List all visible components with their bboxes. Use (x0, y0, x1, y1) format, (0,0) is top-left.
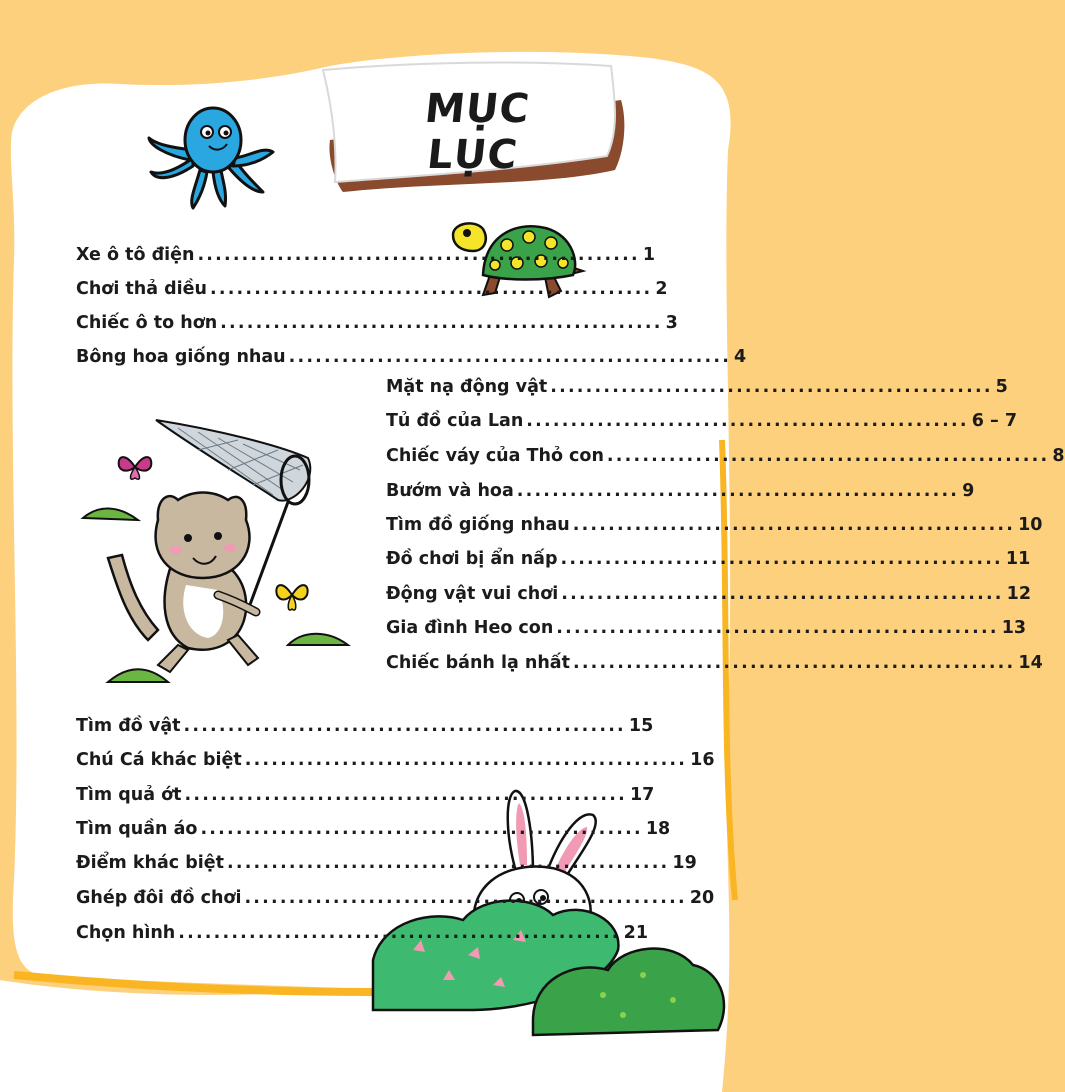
toc-entry[interactable] (76, 342, 747, 372)
toc-entry[interactable] (76, 814, 671, 844)
toc-entry-page: 11 (1005, 549, 1031, 569)
toc-entry-page: 14 (1018, 653, 1043, 673)
toc-entry[interactable] (386, 544, 1031, 574)
leader-dots: .................................................. (220, 313, 663, 333)
toc-entry[interactable] (76, 918, 649, 948)
toc-entry-page: 12 (1006, 584, 1032, 604)
leader-dots: .................................................. (516, 481, 960, 501)
toc-entry[interactable] (76, 711, 654, 741)
toc-entry[interactable] (386, 648, 1043, 678)
butterfly-icon (274, 575, 310, 615)
toc-entry-page: 1 (642, 245, 656, 265)
toc-entry[interactable] (386, 372, 1008, 402)
toc-entry[interactable] (386, 476, 975, 506)
toc-entry-page: 17 (629, 785, 655, 805)
toc-entry[interactable] (76, 274, 668, 304)
toc-entry-page: 9 (962, 481, 975, 501)
toc-entry[interactable] (386, 441, 1065, 471)
toc-entry-label: Tìm quần áo (76, 819, 198, 839)
leader-dots: .................................................. (178, 923, 621, 943)
toc-entry-label: Điểm khác biệt (76, 853, 224, 873)
toc-entry-label: Tìm đồ vật (76, 716, 181, 736)
toc-entry-label: Tìm quả ớt (76, 785, 182, 805)
leader-dots: .................................................. (200, 819, 643, 839)
toc-entry-label: Chơi thả diều (76, 279, 207, 299)
leader-dots: .................................................. (184, 785, 627, 805)
toc-entry-page: 4 (734, 347, 747, 367)
toc-entry-page: 10 (1018, 515, 1043, 535)
toc-entry[interactable] (386, 510, 1043, 540)
toc-entry-label: Tủ đồ của Lan (386, 411, 524, 431)
toc-entry[interactable] (76, 240, 656, 270)
toc-entry-label: Chú Cá khác biệt (76, 750, 242, 770)
toc-entry-label: Chiếc váy của Thỏ con (386, 446, 604, 466)
toc-entry-page: 2 (655, 279, 668, 299)
leader-dots: .................................................. (244, 888, 687, 908)
leader-dots: .................................................. (560, 549, 1003, 569)
bush-icon (373, 890, 733, 1040)
toc-entry-label: Tìm đồ giống nhau (386, 515, 570, 535)
leader-dots: .................................................. (572, 515, 1016, 535)
leader-dots: .................................................. (197, 245, 640, 265)
toc-entry-page: 18 (645, 819, 671, 839)
toc-entry-label: Gia đình Heo con (386, 618, 554, 638)
butterfly-icon (115, 450, 155, 484)
page-title: MỤC LỤC (422, 86, 533, 178)
toc-entry-page: 3 (665, 313, 678, 333)
leader-dots: .................................................. (606, 446, 1050, 466)
leader-dots: .................................................. (550, 377, 993, 397)
toc-entry-page: 21 (623, 923, 649, 943)
toc-entry-page: 8 (1052, 446, 1065, 466)
toc-entry[interactable] (76, 883, 715, 913)
toc-entry-label: Chọn hình (76, 923, 176, 943)
toc-entry-page: 19 (672, 853, 697, 873)
toc-entry[interactable] (386, 613, 1027, 643)
leader-dots: .................................................. (227, 853, 670, 873)
toc-entry-page: 6 – 7 (971, 411, 1017, 431)
leader-dots: .................................................. (572, 653, 1016, 673)
toc-entry[interactable] (386, 579, 1032, 609)
toc-entry-label: Ghép đôi đồ chơi (76, 888, 242, 908)
toc-entry[interactable] (76, 308, 678, 338)
toc-entry-label: Động vật vui chơi (386, 584, 559, 604)
toc-entry-label: Mặt nạ động vật (386, 377, 548, 397)
toc-entry-page: 20 (689, 888, 715, 908)
toc-entry-page: 15 (628, 716, 654, 736)
toc-entry-label: Chiếc ô to hơn (76, 313, 218, 333)
toc-entry-label: Chiếc bánh lạ nhất (386, 653, 570, 673)
toc-entry-page: 16 (690, 750, 715, 770)
toc-entry[interactable] (386, 406, 1017, 436)
toc-entry[interactable] (76, 780, 655, 810)
toc-entry-page: 13 (1001, 618, 1027, 638)
toc-entry-label: Xe ô tô điện (76, 245, 195, 265)
leader-dots: .................................................. (556, 618, 999, 638)
toc-entry-label: Đồ chơi bị ẩn nấp (386, 549, 558, 569)
leader-dots: .................................................. (183, 716, 626, 736)
toc-entry-label: Bướm và hoa (386, 481, 514, 501)
toc-entry-page: 5 (995, 377, 1008, 397)
octopus-icon (145, 100, 280, 210)
toc-entry-label: Bông hoa giống nhau (76, 347, 286, 367)
leader-dots: .................................................. (210, 279, 653, 299)
leader-dots: .................................................. (561, 584, 1004, 604)
leader-dots: .................................................. (244, 750, 688, 770)
toc-entry[interactable] (76, 745, 715, 775)
leader-dots: .................................................. (288, 347, 732, 367)
toc-entry[interactable] (76, 848, 697, 878)
leader-dots: .................................................. (526, 411, 969, 431)
